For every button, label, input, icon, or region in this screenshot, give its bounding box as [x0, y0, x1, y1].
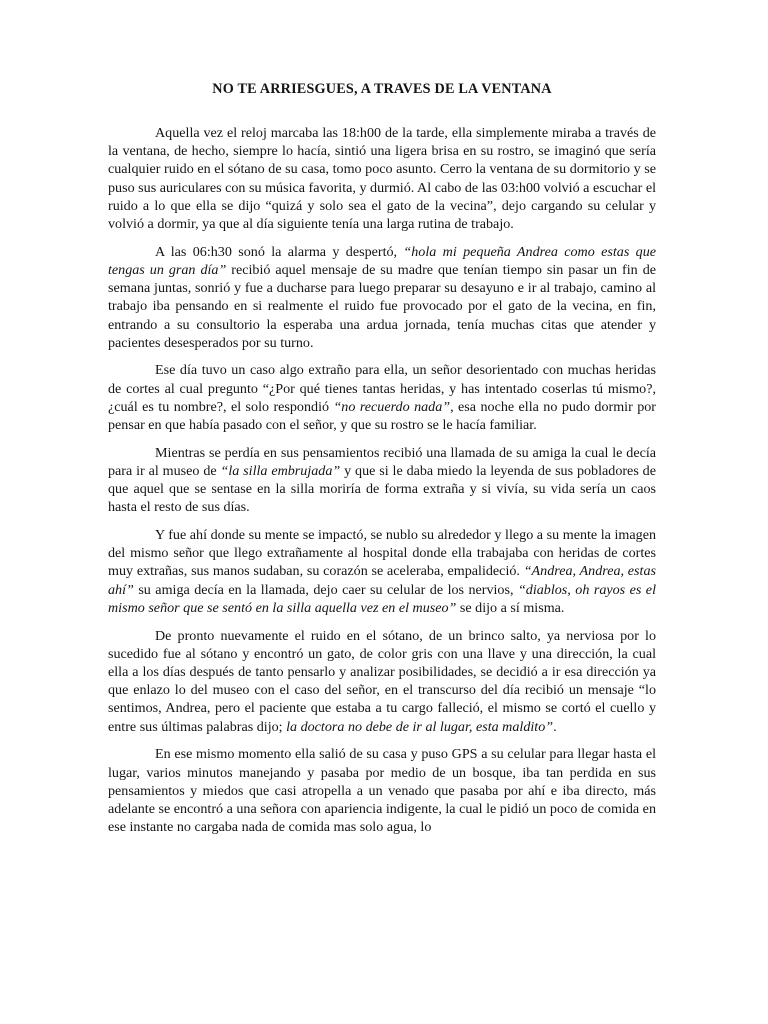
body-paragraph	[108, 444, 656, 517]
italic-quote: “Andrea, Andrea, estas ahí”	[108, 563, 656, 598]
body-paragraph	[108, 361, 656, 434]
document-body	[108, 124, 656, 836]
italic-quote: “hola mi pequeña Andrea como estas que tengas un gran día”	[108, 243, 657, 278]
paragraph-text: su amiga decía en la llamada, dejo caer su celular de los nervios,	[133, 581, 518, 598]
paragraph-text: Ese día tuvo un caso algo extraño para ella, un señor desorientado con muchas heridas de cortes al cual pregunto “¿Por qué tienes tantas heridas, y has intentado coserlas tú mismo?, ¿cuál es tu nombre?, el solo respondió	[108, 362, 656, 415]
body-paragraph	[108, 627, 656, 736]
italic-quote: “diablos, oh rayos es el mismo señor que se sentó en la silla aquella vez en el museo”	[108, 581, 656, 616]
paragraph-text: .	[553, 718, 557, 735]
body-paragraph	[108, 526, 656, 617]
paragraph-text: Mientras se perdía en sus pensamientos recibió una llamada de su amiga la cual le decía para ir al museo de	[108, 444, 656, 479]
italic-quote: la doctora no debe de ir al lugar, esta maldito”	[286, 718, 554, 735]
paragraph-text: A las 06:h30 sonó la alarma y despertó,	[155, 243, 404, 260]
document-page	[108, 80, 656, 846]
paragraph-text: recibió aquel mensaje de su madre que tenían tiempo sin pasar un fin de semana juntas, sonrió y fue a ducharse para luego preparar su desayuno e ir al trabajo, camino al trabajo iba pensando en si realmente el ruido fue provocado por el gato de la vecina, en fin, entrando a su consultorio la esperaba una ardua jornada, tenía muchas citas que atender y pacientes desesperados por su turno.	[108, 261, 656, 351]
paragraph-text: se dijo a sí misma.	[456, 599, 565, 616]
paragraph-text: De pronto nuevamente el ruido en el sótano, de un brinco salto, ya nerviosa por lo sucedido fue al sótano y encontró un gato, de color gris con una llave y una dirección, la cual ella a los días después de tanto pensarlo y analizar posibilidades, se decidió a ir esa dirección ya que enlazo lo del museo con el caso del señor, en el transcurso del día recibió un mensaje “lo sentimos, Andrea, pero el paciente que estaba a tu cargo falleció, el mismo se cortó el cuello y entre sus últimas palabras dijo;	[108, 627, 656, 735]
paragraph-text: Aquella vez el reloj marcaba las 18:h00 de la tarde, ella simplemente miraba a través de la ventana, de hecho, siempre lo hacía, sintió una ligera brisa en su rostro, se imaginó que sería cualquier ruido en el sótano de su casa, tomo poco asunto. Cerro la ventana de su dormitorio y se puso sus auriculares con su música favorita, y durmió. Al cabo de las 03:h00 volvió a escuchar el ruido a lo que ella se dijo “quizá y solo sea el gato de la vecina”, dejo cargando su celular y volvió a dormir, ya que al día siguiente tenía una larga rutina de trabajo.	[108, 125, 656, 233]
paragraph-text: y que si le daba miedo la leyenda de sus pobladores de que aquel que se sentase en la silla moriría de forma extraña y si vivía, su vida sería un caos hasta el resto de sus días.	[108, 462, 656, 516]
paragraph-text: , esa noche ella no pudo dormir por pensar en que había pasado con el señor, y que su rostro se le hacía familiar.	[108, 398, 656, 434]
document-title: NO TE ARRIESGUES, A TRAVES DE LA VENTANA	[212, 81, 552, 97]
body-paragraph	[108, 243, 656, 352]
paragraph-text: Y fue ahí donde su mente se impactó, se nublo su alrededor y llego a su mente la imagen del mismo señor que llego extrañamente al hospital donde ella trabajaba con heridas de cortes muy extrañas, sus manos sudaban, su corazón se aceleraba, empalideció.	[108, 527, 656, 580]
paragraph-text: En ese mismo momento ella salió de su casa y puso GPS a su celular para llegar hasta el lugar, varios minutos manejando y pasaba por medio de un bosque, iba tan perdida en sus pensamientos y miedos que casi atropella a un venado que pasaba por ahí e iba directo, más adelante se encontró a una señora con apariencia indigente, la cual le pidió un poco de comida en ese instante no cargaba nada de comida mas solo agua, lo	[108, 746, 656, 836]
italic-quote: “la silla embrujada”	[220, 462, 341, 479]
italic-quote: “no recuerdo nada”	[333, 398, 451, 415]
body-paragraph	[108, 124, 656, 233]
body-paragraph	[108, 745, 656, 836]
